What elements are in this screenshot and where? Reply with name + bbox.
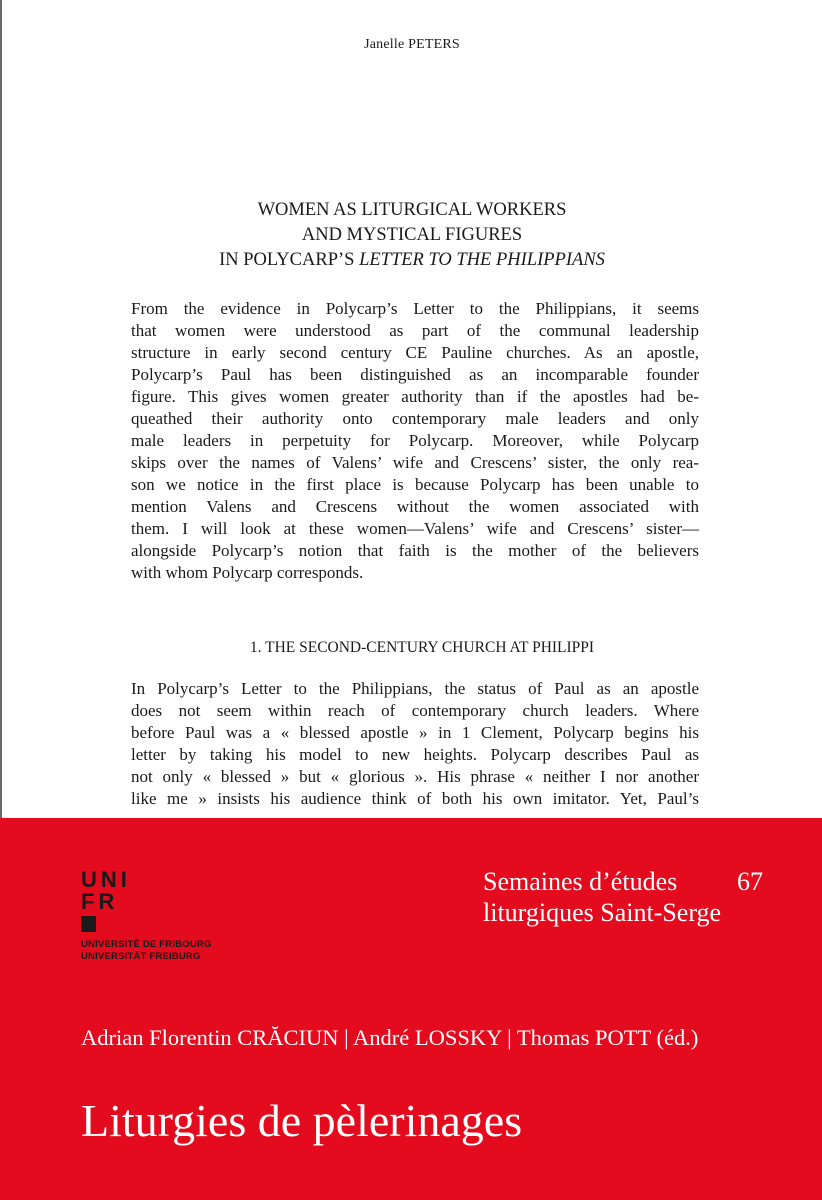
logo-row-2: FR [81,889,119,914]
university-name-french: UNIVERSITÉ DE FRIBOURG [81,939,212,950]
paragraph-line: letter by taking his model to new heights. Polycarp describes Paul as [131,745,699,764]
logo-square-icon [81,916,96,932]
paragraph-line: not only « blessed » but « glorious ». His phrase « neither I nor another [131,767,699,786]
title-line-3 [2,248,822,273]
book-title: Liturgies de pèlerinages [81,1095,523,1146]
university-name-german: UNIVERSITÄT FREIBURG [81,951,201,962]
paragraph-line: son we notice in the first place is because Polycarp has been unable to [131,475,699,494]
paragraph-line: male leaders in perpetuity for Polycarp. Moreover, while Polycarp [131,431,699,450]
running-header-author: Janelle PETERS [364,37,460,52]
unifr-mark-icon [81,869,161,933]
paragraph-line: before Paul was a « blessed apostle » in 1 Clement, Polycarp begins his [131,723,699,742]
logo-row-1: UNI [81,867,131,892]
series-title [483,866,763,928]
series-number: 67 [737,867,763,896]
series-line-2: liturgiques Saint-Serge [483,898,722,927]
article-title [2,198,822,273]
paragraph-line: does not seem within reach of contemporary church leaders. Where [131,701,699,720]
university-logo [81,869,212,963]
editors-line: Adrian Florentin CRĂCIUN | André LOSSKY | Thomas POTT (éd.) [81,1025,699,1050]
title-line-3-roman: IN POLYCARP’S [219,250,360,270]
paragraph-line: alongside Polycarp’s notion that faith is the mother of the believers [131,541,699,560]
title-line-3-italic: LETTER TO THE PHILIPPIANS [359,250,605,270]
series-line-1: Semaines d’études [483,867,678,896]
paragraph-line: queathed their authority onto contemporary male leaders and only [131,409,699,428]
title-line-1: WOMEN AS LITURGICAL WORKERS [257,200,567,220]
body-paragraph [131,678,699,810]
abstract-paragraph [131,298,699,584]
paragraph-line: like me » insists his audience think of both his own imitator. Yet, Paul’s [131,789,699,808]
paragraph-line: Polycarp’s Paul has been distinguished as an incomparable founder [131,365,699,384]
title-line-2: AND MYSTICAL FIGURES [301,225,523,245]
paragraph-line: them. I will look at these women—Valens’ wife and Crescens’ sister— [131,519,699,538]
paragraph-line: that women were understood as part of the communal leadership [131,321,699,340]
paragraph-line: mention Valens and Crescens without the women associated with [131,497,699,516]
section-heading: 1. THE SECOND-CENTURY CHURCH AT PHILIPPI [249,639,595,656]
paragraph-line: structure in early second century CE Pauline churches. As an apostle, [131,343,699,362]
paragraph-line: skips over the names of Valens’ wife and Crescens’ sister, the only rea- [131,453,699,472]
paragraph-line: In Polycarp’s Letter to the Philippians, the status of Paul as an apostle [131,679,699,698]
paragraph-line: From the evidence in Polycarp’s Letter to the Philippians, it seems [131,299,699,318]
paragraph-line: figure. This gives women greater authority than if the apostles had be- [131,387,699,406]
paragraph-line: with whom Polycarp corresponds. [131,563,364,582]
